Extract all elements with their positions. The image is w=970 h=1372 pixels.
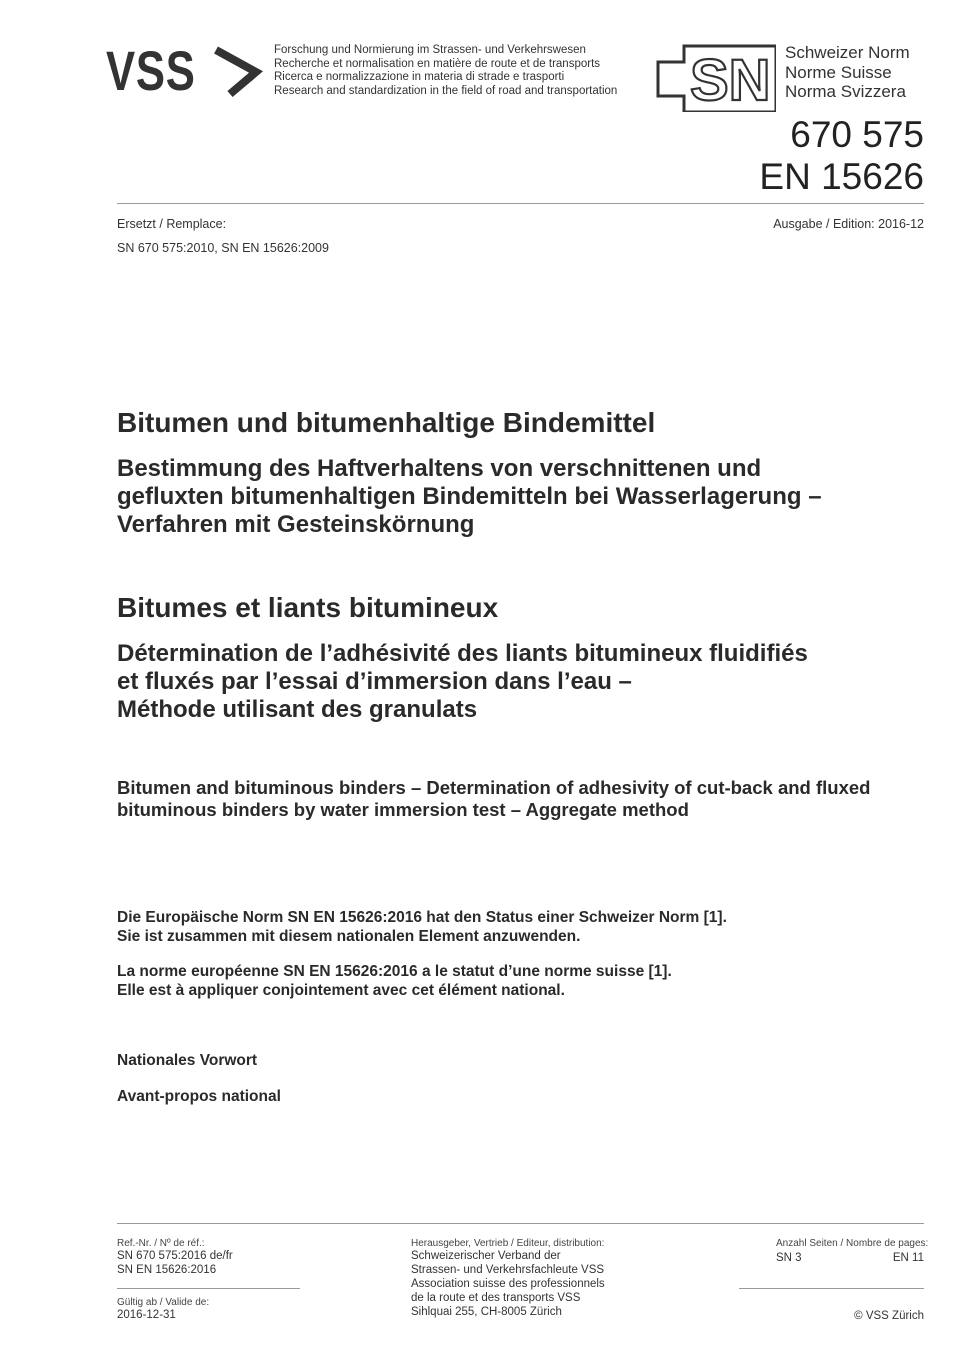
vss-logo-text: VSS <box>106 40 196 100</box>
page-count-en: EN 11 <box>892 1252 924 1264</box>
subtitle-de-line: Bestimmung des Haftverhaltens von verschnittenen und <box>117 455 762 482</box>
publisher-line: Sihlquai 255, CH-8005 Zürich <box>411 1306 562 1318</box>
norm-name-fr: Norme Suisse <box>785 62 892 82</box>
header-divider <box>117 203 924 204</box>
publisher-line: Association suisse des professionnels <box>411 1278 605 1290</box>
page-count-label: Anzahl Seiten / Nombre de pages: <box>776 1238 929 1249</box>
subtitle-de-line: Verfahren mit Gesteinskörnung <box>117 511 475 538</box>
status-de-line: Die Europäische Norm SN EN 15626:2016 hat den Status einer Schweizer Norm [1]. <box>117 909 727 926</box>
organisation-tagline <box>274 44 617 98</box>
validity-label: Gültig ab / Valide de: <box>117 1297 210 1308</box>
reference-divider <box>117 1288 300 1289</box>
norm-designations <box>785 43 910 102</box>
reference-label: Ref.-Nr. / Nº de réf.: <box>117 1238 205 1249</box>
validity-date: 2016-12-31 <box>117 1309 176 1321</box>
status-fr-line: Elle est à appliquer conjointement avec cet élément national. <box>117 982 565 999</box>
publisher-line: Strassen- und Verkehrsfachleute VSS <box>411 1264 605 1276</box>
foreword-fr-heading: Avant-propos national <box>117 1088 281 1105</box>
status-de <box>117 908 727 946</box>
title-en <box>117 777 870 821</box>
edition-date: Ausgabe / Edition: 2016-12 <box>773 217 924 231</box>
norm-name-it: Norma Svizzera <box>785 82 906 101</box>
subtitle-fr-line: Détermination de l’adhésivité des liants bitumineux fluidifiés <box>117 640 808 667</box>
copyright: © VSS Zürich <box>854 1310 924 1322</box>
vss-logo <box>106 40 266 100</box>
subtitle-fr-line: et fluxés par l’essai d’immersion dans l’eau – <box>117 668 632 695</box>
reference-line: SN EN 15626:2016 <box>117 1264 217 1276</box>
title-de: Bitumen und bitumenhaltige Bindemittel <box>117 407 656 438</box>
publisher-line: de la route et des transports VSS <box>411 1292 581 1304</box>
org-line: Ricerca e normalizzazione in materia di strade e trasporti <box>274 71 565 83</box>
en-number: EN 15626 <box>759 156 924 197</box>
sn-logo-text: SN <box>690 48 771 112</box>
publisher-label: Herausgeber, Vertrieb / Editeur, distribution: <box>411 1238 605 1249</box>
footer-divider <box>117 1223 924 1224</box>
page-count-sn: SN 3 <box>776 1252 802 1264</box>
sn-swiss-norm-logo <box>656 44 776 112</box>
subtitle-fr <box>117 640 808 724</box>
subtitle-de-line: gefluxten bitumenhaltigen Bindemitteln bei Wasserlagerung – <box>117 483 822 510</box>
title-en-line: bituminous binders by water immersion test – Aggregate method <box>117 799 689 820</box>
title-fr: Bitumes et liants bitumineux <box>117 592 499 623</box>
replaces-label: Ersetzt / Remplace: <box>117 217 227 231</box>
sn-number: 670 575 <box>790 114 924 155</box>
status-fr <box>117 962 672 1000</box>
publisher-block <box>411 1238 605 1319</box>
norm-name-de: Schweizer Norm <box>785 43 910 62</box>
org-line: Forschung und Normierung im Strassen- und Verkehrswesen <box>274 44 586 56</box>
page-count-divider <box>739 1288 924 1289</box>
replaces-value: SN 670 575:2010, SN EN 15626:2009 <box>117 241 329 255</box>
status-de-line: Sie ist zusammen mit diesem nationalen Element anzuwenden. <box>117 928 581 945</box>
reference-block <box>117 1238 233 1277</box>
foreword-de-heading: Nationales Vorwort <box>117 1052 258 1069</box>
title-en-line: Bitumen and bituminous binders – Determination of adhesivity of cut-back and fluxed <box>117 777 871 798</box>
org-line: Recherche et normalisation en matière de route et de transports <box>274 57 601 70</box>
subtitle-de <box>117 455 822 539</box>
publisher-line: Schweizerischer Verband der <box>411 1250 561 1262</box>
validity-block <box>117 1297 209 1322</box>
reference-line: SN 670 575:2016 de/fr <box>117 1250 233 1262</box>
status-fr-line: La norme européenne SN EN 15626:2016 a le statut d’une norme suisse [1]. <box>117 963 672 980</box>
org-line: Research and standardization in the field of road and transportation <box>274 84 618 97</box>
subtitle-fr-line: Méthode utilisant des granulats <box>117 696 478 723</box>
